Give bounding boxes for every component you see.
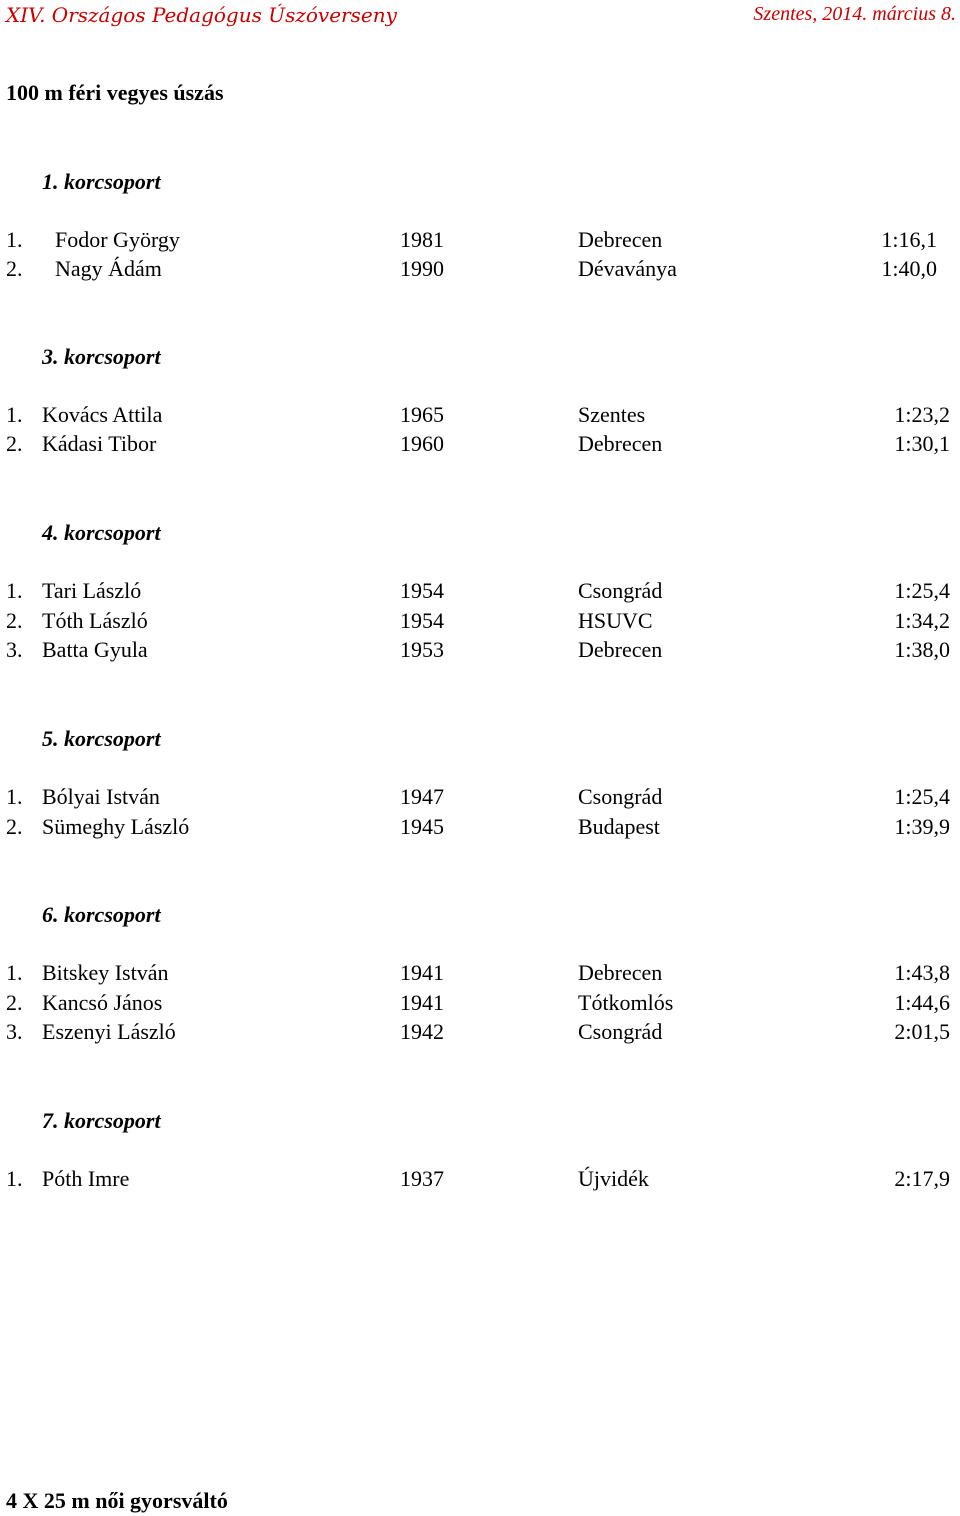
birth-year: 1945 bbox=[400, 814, 444, 839]
place: 3. bbox=[6, 1019, 23, 1044]
birth-year: 1960 bbox=[400, 431, 444, 456]
birth-year: 1981 bbox=[400, 227, 444, 252]
club: Csongrád bbox=[578, 578, 663, 603]
birth-year: 1937 bbox=[400, 1166, 444, 1191]
swimmer-name: Batta Gyula bbox=[42, 637, 148, 662]
place: 2. bbox=[6, 608, 23, 633]
swimmer-name: Nagy Ádám bbox=[55, 256, 162, 281]
birth-year: 1947 bbox=[400, 784, 444, 809]
swimmer-name: Kancsó János bbox=[42, 990, 163, 1015]
result-row bbox=[0, 1166, 960, 1196]
time: 2:17,9 bbox=[894, 1166, 950, 1191]
swimmer-name: Tari László bbox=[42, 578, 142, 603]
place: 2. bbox=[6, 990, 23, 1015]
group-title: 3. korcsoport bbox=[42, 344, 161, 369]
result-row bbox=[0, 431, 960, 461]
birth-year: 1954 bbox=[400, 608, 444, 633]
competition-title: XIV. Országos Pedagógus Úszóverseny bbox=[6, 3, 397, 27]
club: Szentes bbox=[578, 402, 646, 427]
place: 1. bbox=[6, 227, 23, 252]
club: Dévaványa bbox=[578, 256, 677, 281]
time: 1:25,4 bbox=[894, 578, 950, 603]
club: Tótkomlós bbox=[578, 990, 674, 1015]
club: Budapest bbox=[578, 814, 660, 839]
result-row bbox=[0, 227, 960, 257]
club: Debrecen bbox=[578, 637, 663, 662]
place: 1. bbox=[6, 402, 23, 427]
swimmer-name: Kádasi Tibor bbox=[42, 431, 157, 456]
time: 1:30,1 bbox=[894, 431, 950, 456]
place: 2. bbox=[6, 431, 23, 456]
swimmer-name: Póth Imre bbox=[42, 1166, 130, 1191]
result-row bbox=[0, 637, 960, 667]
event-title: 100 m féri vegyes úszás bbox=[6, 80, 224, 105]
group-title: 5. korcsoport bbox=[42, 726, 161, 751]
birth-year: 1953 bbox=[400, 637, 444, 662]
page-header bbox=[0, 3, 960, 33]
result-row bbox=[0, 960, 960, 990]
club: Debrecen bbox=[578, 227, 663, 252]
time: 1:25,4 bbox=[894, 784, 950, 809]
place: 2. bbox=[6, 256, 23, 281]
club: Újvidék bbox=[578, 1166, 649, 1191]
result-row bbox=[0, 256, 960, 286]
birth-year: 1942 bbox=[400, 1019, 444, 1044]
birth-year: 1941 bbox=[400, 990, 444, 1015]
place: 1. bbox=[6, 578, 23, 603]
result-row bbox=[0, 814, 960, 844]
time: 1:16,1 bbox=[881, 227, 937, 252]
swimmer-name: Bitskey István bbox=[42, 960, 169, 985]
group-title: 6. korcsoport bbox=[42, 902, 161, 927]
birth-year: 1990 bbox=[400, 256, 444, 281]
swimmer-name: Sümeghy László bbox=[42, 814, 190, 839]
place: 1. bbox=[6, 784, 23, 809]
time: 1:44,6 bbox=[894, 990, 950, 1015]
swimmer-name: Kovács Attila bbox=[42, 402, 163, 427]
swimmer-name: Tóth László bbox=[42, 608, 148, 633]
result-row bbox=[0, 608, 960, 638]
club: Debrecen bbox=[578, 960, 663, 985]
group-title: 4. korcsoport bbox=[42, 520, 161, 545]
result-row bbox=[0, 578, 960, 608]
time: 1:39,9 bbox=[894, 814, 950, 839]
club: Csongrád bbox=[578, 1019, 663, 1044]
birth-year: 1941 bbox=[400, 960, 444, 985]
swimmer-name: Eszenyi László bbox=[42, 1019, 176, 1044]
swimmer-name: Bólyai István bbox=[42, 784, 160, 809]
result-row bbox=[0, 784, 960, 814]
time: 1:40,0 bbox=[881, 256, 937, 281]
birth-year: 1954 bbox=[400, 578, 444, 603]
time: 1:34,2 bbox=[894, 608, 950, 633]
next-event-title: 4 X 25 m női gyorsváltó bbox=[6, 1488, 228, 1513]
swimmer-name: Fodor György bbox=[55, 227, 180, 252]
group-title: 7. korcsoport bbox=[42, 1108, 161, 1133]
result-row bbox=[0, 990, 960, 1020]
time: 1:23,2 bbox=[894, 402, 950, 427]
venue-date: Szentes, 2014. március 8. bbox=[753, 3, 956, 25]
group-title: 1. korcsoport bbox=[42, 169, 161, 194]
time: 2:01,5 bbox=[894, 1019, 950, 1044]
birth-year: 1965 bbox=[400, 402, 444, 427]
time: 1:43,8 bbox=[894, 960, 950, 985]
time: 1:38,0 bbox=[894, 637, 950, 662]
place: 2. bbox=[6, 814, 23, 839]
place: 1. bbox=[6, 1166, 23, 1191]
result-row bbox=[0, 402, 960, 432]
club: HSUVC bbox=[578, 608, 653, 633]
result-row bbox=[0, 1019, 960, 1049]
place: 3. bbox=[6, 637, 23, 662]
club: Debrecen bbox=[578, 431, 663, 456]
club: Csongrád bbox=[578, 784, 663, 809]
place: 1. bbox=[6, 960, 23, 985]
